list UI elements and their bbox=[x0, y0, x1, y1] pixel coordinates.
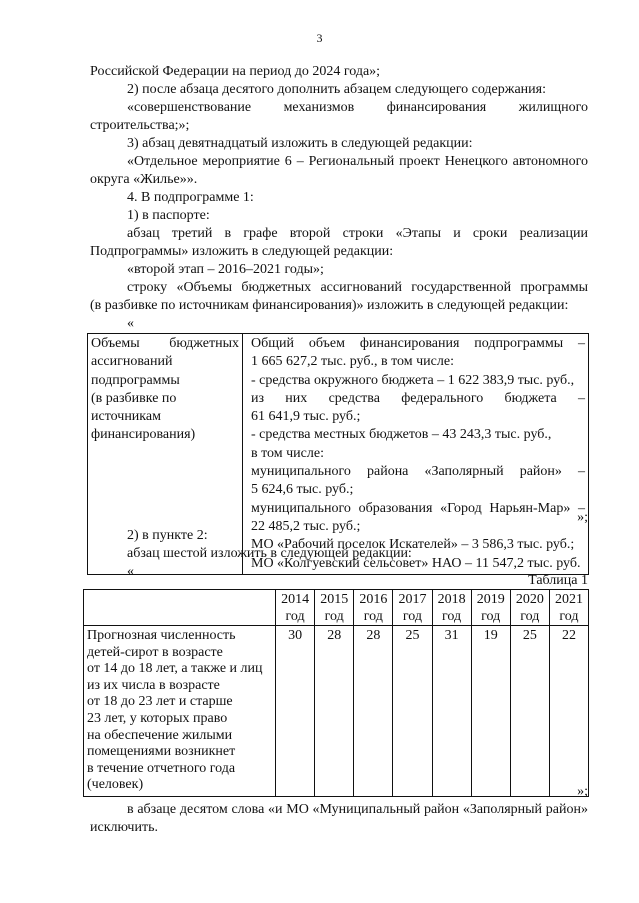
page-number: 3 bbox=[316, 31, 323, 45]
row-label-line: на обеспечение жилыми bbox=[87, 727, 233, 743]
open-quote: « bbox=[127, 316, 134, 331]
year-header: 2019 год bbox=[471, 590, 510, 626]
body-line: 2) после абзаца десятого дополнить абзацем следующего содержания: bbox=[127, 82, 546, 97]
row-label-cell bbox=[84, 626, 276, 797]
open-quote: « bbox=[127, 564, 134, 579]
body-line: 3) абзац девятнадцатый изложить в следующей редакции: bbox=[127, 136, 473, 151]
passport-value-line: в том числе: bbox=[251, 445, 324, 461]
body-line: Подпрограммы» изложить в следующей редакции: bbox=[90, 244, 394, 259]
row-label-line: (человек) bbox=[87, 777, 144, 793]
passport-value-line: 61 641,9 тыс. руб.; bbox=[251, 409, 361, 425]
close-quote: »; bbox=[577, 784, 588, 799]
passport-label-line: (в разбивке по bbox=[91, 390, 177, 406]
passport-label-line: Объемы бюджетных bbox=[91, 336, 239, 351]
year-header: 2015 год bbox=[315, 590, 354, 626]
passport-value-line: 22 485,2 тыс. руб.; bbox=[251, 518, 361, 534]
table-row bbox=[84, 626, 589, 797]
year-header: 2016 год bbox=[354, 590, 393, 626]
body-line: строку «Объемы бюджетных ассигнований государственной программы bbox=[127, 280, 588, 295]
body-line: «совершенствование механизмов финансирования жилищного bbox=[127, 100, 588, 115]
row-label-line: от 18 до 23 лет и старше bbox=[87, 694, 233, 710]
row-label-line: из их числа в возрасте bbox=[87, 677, 220, 693]
passport-label-line: ассигнований bbox=[91, 354, 173, 370]
close-quote: »; bbox=[577, 510, 588, 525]
body-line: 1) в паспорте: bbox=[127, 208, 210, 223]
passport-value-line: 5 624,6 тыс. руб.; bbox=[251, 482, 354, 498]
row-label-line: от 14 до 18 лет, а также и лиц bbox=[87, 661, 263, 677]
passport-value-line: муниципального образования «Город Нарьян-Мар» – bbox=[251, 500, 585, 516]
value-cell: 28 bbox=[354, 626, 393, 797]
value-cell: 22 bbox=[549, 626, 588, 797]
body-line: исключить. bbox=[90, 820, 158, 835]
body-line: 2) в пункте 2: bbox=[127, 528, 208, 543]
year-header: 2017 год bbox=[393, 590, 432, 626]
body-line: «второй этап – 2016–2021 годы»; bbox=[127, 262, 324, 277]
row-label-line: детей-сирот в возрасте bbox=[87, 644, 223, 660]
value-cell: 25 bbox=[393, 626, 432, 797]
year-header: 2014 год bbox=[276, 590, 315, 626]
header-empty-cell bbox=[84, 590, 276, 626]
table-caption: Таблица 1 bbox=[528, 573, 588, 588]
passport-value-line: Общий объем финансирования подпрограммы – bbox=[251, 336, 585, 351]
body-line: абзац шестой изложить в следующей редакции: bbox=[127, 546, 412, 561]
passport-value-line: - средства окружного бюджета – 1 622 383,9 тыс. руб., bbox=[251, 372, 575, 388]
value-cell: 19 bbox=[471, 626, 510, 797]
forecast-table bbox=[83, 589, 589, 797]
passport-label-line: подпрограммы bbox=[91, 372, 180, 388]
year-header: 2020 год bbox=[510, 590, 549, 626]
body-line: строительства;»; bbox=[90, 118, 190, 133]
row-label-line: Прогнозная численность bbox=[87, 628, 236, 643]
body-line: (в разбивке по источникам финансирования)» изложить в следующей редакции: bbox=[90, 298, 569, 313]
table-header-row bbox=[84, 590, 589, 626]
passport-value-line: из них средства федерального бюджета – bbox=[251, 390, 585, 406]
value-cell: 25 bbox=[510, 626, 549, 797]
year-header: 2021 год bbox=[549, 590, 588, 626]
body-line: абзац третий в графе второй строки «Этапы и сроки реализации bbox=[127, 226, 588, 241]
passport-value-line: - средства местных бюджетов – 43 243,3 тыс. руб., bbox=[251, 427, 552, 443]
row-label-line: 23 лет, у которых право bbox=[87, 710, 228, 726]
passport-label-line: источникам bbox=[91, 409, 161, 425]
row-label-line: помещениями возникнет bbox=[87, 744, 236, 760]
row-label-line: в течение отчетного года bbox=[87, 760, 236, 776]
passport-value-line: МО «Рабочий поселок Искателей» – 3 586,3 тыс. руб.; bbox=[251, 537, 575, 553]
value-cell: 31 bbox=[432, 626, 471, 797]
body-line: округа «Жилье»». bbox=[90, 172, 198, 187]
body-line: «Отдельное мероприятие 6 – Региональный проект Ненецкого автономного bbox=[127, 154, 588, 169]
value-cell: 30 bbox=[276, 626, 315, 797]
body-line: в абзаце десятом слова «и МО «Муниципальный район «Заполярный район» bbox=[127, 802, 588, 817]
passport-value-line: 1 665 627,2 тыс. руб., в том числе: bbox=[251, 354, 454, 370]
passport-value-line: муниципального района «Заполярный район» – bbox=[251, 464, 585, 480]
body-line: Российской Федерации на период до 2024 года»; bbox=[90, 64, 381, 79]
passport-label-line: финансирования) bbox=[91, 427, 196, 443]
passport-value-line: МО «Колгуевский сельсовет» НАО – 11 547,2 тыс. руб. bbox=[251, 555, 581, 571]
body-line: 4. В подпрограмме 1: bbox=[127, 190, 254, 205]
value-cell: 28 bbox=[315, 626, 354, 797]
year-header: 2018 год bbox=[432, 590, 471, 626]
